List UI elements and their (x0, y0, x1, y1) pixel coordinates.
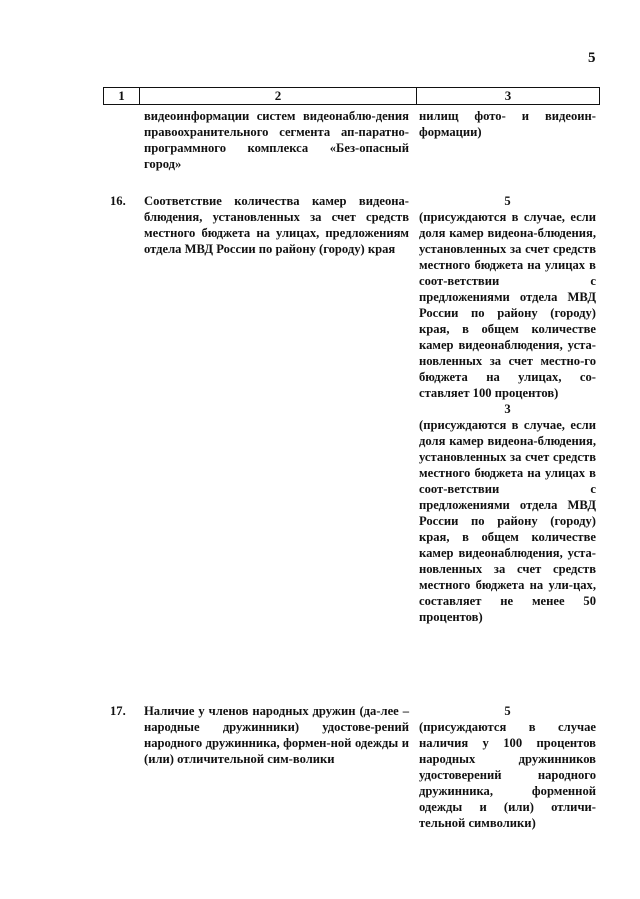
row-number: 17. (110, 704, 126, 718)
row-number: 16. (110, 194, 126, 208)
criterion-text: видеоинформации систем видеонаблю-дения правоохранительного сегмента ап-паратно-программного комплекса «Без-опасный город» (144, 109, 409, 171)
header-col-2: 2 (140, 88, 417, 104)
score-points: 3 (504, 402, 511, 416)
score-condition: (присуждаются в случае наличия у 100 процентов народных дружинников удостоверений народного дружинника, форменной одежды и (или) отличи-тельной символики) (419, 720, 596, 830)
score-points: 5 (504, 194, 511, 208)
header-col-3: 3 (504, 88, 512, 103)
header-col-1: 1 (104, 88, 140, 104)
score-condition: (присуждаются в случае, если доля камер видеона-блюдения, установленных за счет средств местного бюджета на улицах в соот-ветствии с предложениями отдела МВД России по району (городу) края, в общем количестве камер видеонаблюдения, уста-новленных за счет местно-го бюджета на улицах, со-ставляет 100 процентов) (419, 210, 596, 400)
page-number: 5 (588, 50, 596, 66)
score-text: нилищ фото- и видеоин-формации) (419, 109, 596, 139)
criterion-text: Наличие у членов народных дружин (да-лее – народные дружинники) удостове-рений народного дружинника, формен-ной одежды и (или) отличительной сим-волики (144, 704, 409, 766)
table-header-row (103, 87, 600, 105)
score-points: 5 (504, 704, 511, 718)
criterion-text: Соответствие количества камер видеона-блюдения, установленных за счет средств местного бюджета на улицах, предложениям отдела МВД России по району (городу) края (144, 194, 409, 256)
score-column (419, 703, 596, 831)
score-column (419, 193, 596, 625)
score-condition: (присуждаются в случае, если доля камер видеона-блюдения, установленных за счет средств местного бюджета на улицах в соот-ветствии с предложениями отдела МВД России по району (городу) края, в общем количестве камер видеонаблюдения, уста-новленных за счет средств местного бюджета на ули-цах, составляет не менее 50 процентов) (419, 418, 596, 624)
